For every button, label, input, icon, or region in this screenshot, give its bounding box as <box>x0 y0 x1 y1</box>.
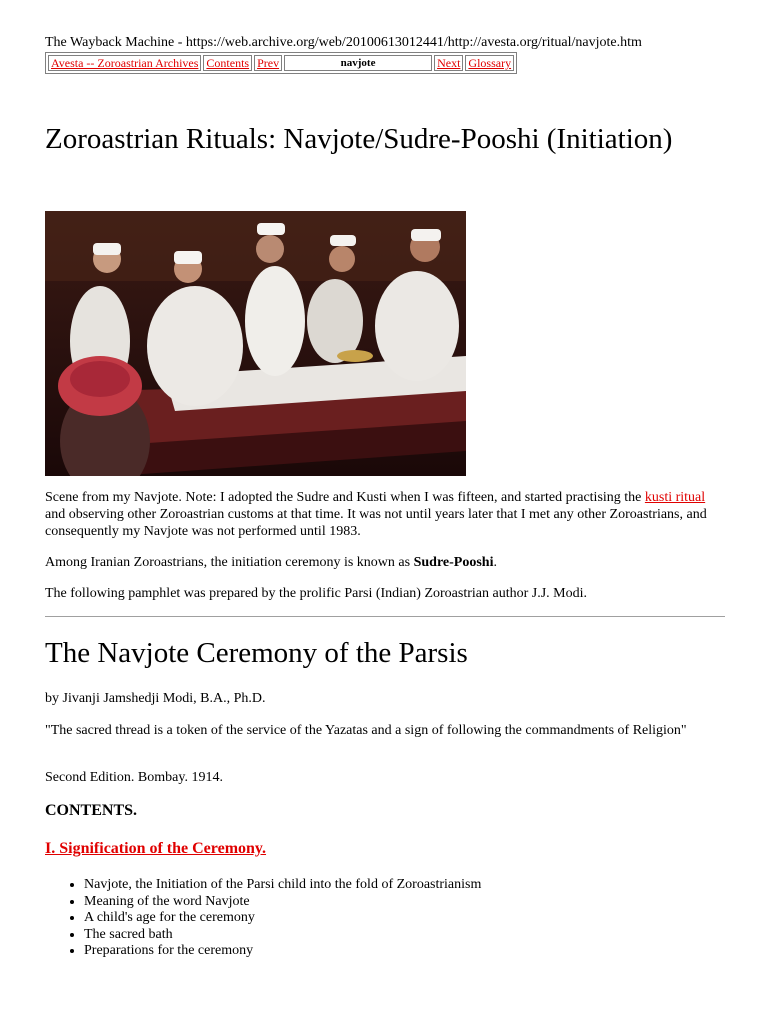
iranian-text: Among Iranian Zoroastrians, the initiation ceremony is known as <box>45 555 414 570</box>
list-item <box>84 943 481 960</box>
list-item <box>84 927 481 944</box>
edition-line: Second Edition. Bombay. 1914. <box>45 770 223 785</box>
sudre-pooshi-term: Sudre-Pooshi <box>413 555 494 570</box>
divider <box>45 616 725 617</box>
nav-bar <box>45 52 517 74</box>
nav-link-glossary[interactable]: Glossary <box>468 56 512 70</box>
caption-text-1: Scene from my Navjote. Note: I adopted the Sudre and Kusti when I was fifteen, and started practising the <box>45 490 645 505</box>
nav-link-archives[interactable]: Avesta -- Zoroastrian Archives <box>51 56 199 70</box>
nav-cell-prev <box>254 55 282 71</box>
page-title: Zoroastrian Rituals: Navjote/Sudre-Pooshi (Initiation) <box>45 123 673 155</box>
list-item <box>84 910 481 927</box>
iranian-end: . <box>493 555 497 570</box>
author-line: by Jivanji Jamshedji Modi, B.A., Ph.D. <box>45 691 266 706</box>
list-item-text: Preparations for the ceremony <box>84 943 254 958</box>
book-title: The Navjote Ceremony of the Parsis <box>45 637 468 669</box>
nav-link-next[interactable]: Next <box>437 56 461 70</box>
contents-heading: CONTENTS. <box>45 802 138 819</box>
list-item-text: Navjote, the Initiation of the Parsi child into the fold of Zoroastrianism <box>84 877 482 892</box>
photo-caption <box>45 489 725 540</box>
nav-link-prev[interactable]: Prev <box>257 56 280 70</box>
wayback-bar: The Wayback Machine - https://web.archive.org/web/20100613012441/http://avesta.org/ritual/navjote.htm <box>45 35 642 50</box>
pamphlet-note: The following pamphlet was prepared by the prolific Parsi (Indian) Zoroastrian author J.J. Modi. <box>45 586 587 601</box>
nav-cell-contents <box>203 55 252 71</box>
list-item-text: Meaning of the word Navjote <box>84 893 250 909</box>
kusti-ritual-link[interactable]: kusti ritual <box>644 490 706 505</box>
section-1-list <box>45 877 481 960</box>
nav-link-contents[interactable]: Contents <box>206 56 250 70</box>
navjote-photo <box>45 211 466 476</box>
section-heading-1 <box>45 840 266 858</box>
list-item-text: A child's age for the ceremony <box>84 910 255 925</box>
caption-text-2: and observing other Zoroastrian customs at that time. It was not until years later that I met any other Zoroastrians, and consequently my Navjote was not performed until 1983. <box>45 507 707 539</box>
epigraph-quote: "The sacred thread is a token of the service of the Yazatas and a sign of following the commandments of Religion" <box>45 723 687 738</box>
list-item <box>84 894 481 911</box>
list-item-text: The sacred bath <box>84 926 173 942</box>
nav-cell-archives <box>48 55 201 71</box>
nav-cell-glossary <box>465 55 514 71</box>
navjote-photo-drawing <box>45 211 466 476</box>
nav-cell-next <box>434 55 463 71</box>
nav-current-page: navjote <box>284 55 432 71</box>
section-link-signification[interactable]: I. Signification of the Ceremony. <box>45 840 267 857</box>
list-item <box>84 877 481 894</box>
iranian-note <box>45 554 725 571</box>
